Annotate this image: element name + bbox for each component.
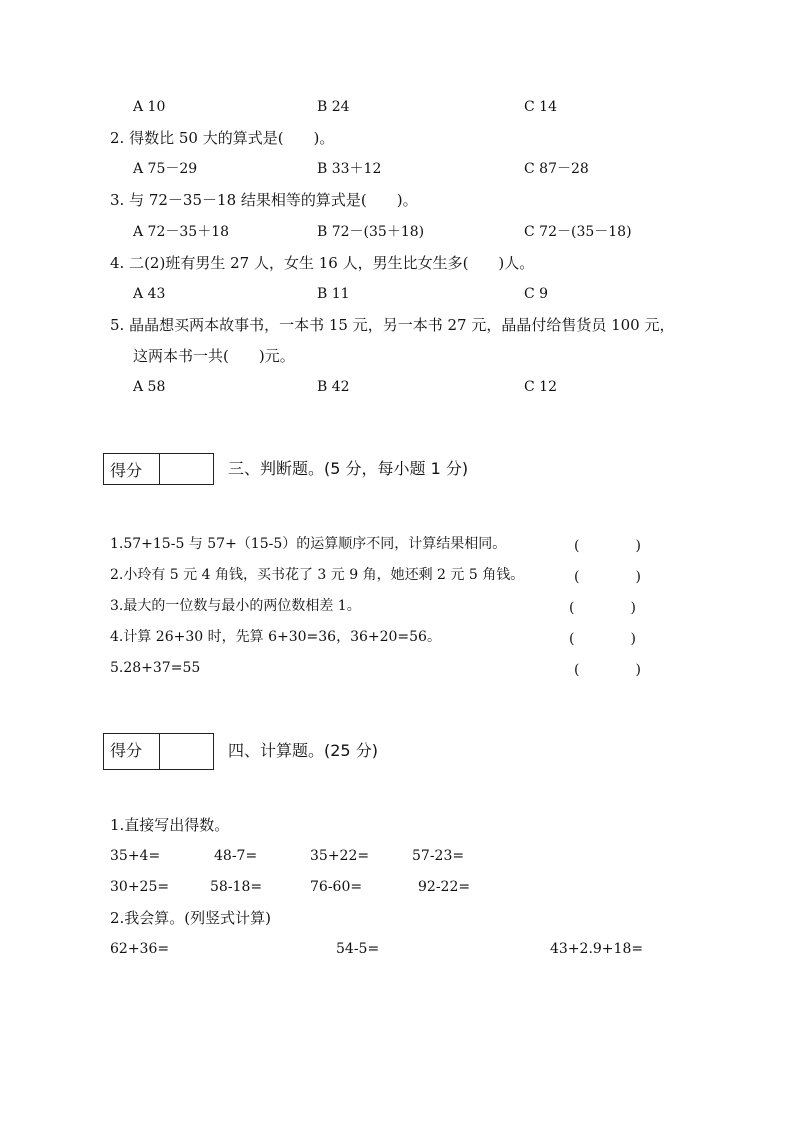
section4-title: 四、计算题。(25 分)	[228, 741, 378, 760]
calc-expr: 35+22=	[310, 848, 370, 864]
q1-option-b: B 24	[317, 99, 350, 115]
judge-answer-3[interactable]: ( )	[569, 600, 636, 616]
question-2: 2. 得数比 50 大的算式是( )。	[110, 129, 335, 147]
calc-q1-title: 1.直接写出得数。	[110, 816, 230, 834]
judge-answer-1[interactable]: ( )	[574, 538, 641, 554]
question-5-line2: 这两本书一共( )元。	[133, 347, 295, 365]
question-5: 5. 晶晶想买两本故事书，一本书 15 元，另一本书 27 元，晶晶付给售货员 100 元，	[110, 316, 675, 334]
question-4: 4. 二(2)班有男生 27 人，女生 16 人，男生比女生多( )人。	[110, 254, 535, 272]
calc-vertical-expr: 62+36=	[110, 941, 170, 957]
judge-item-4: 4.计算 26+30 时，先算 6+30=36，36+20=56。	[110, 629, 441, 645]
calc-expr: 35+4=	[110, 848, 161, 864]
q4-option-a: A 43	[133, 286, 166, 302]
q3-option-c: C 72－(35－18)	[524, 224, 632, 240]
q3-option-a: A 72－35＋18	[133, 224, 230, 240]
calc-q2-title: 2.我会算。(列竖式计算)	[110, 909, 272, 927]
q4-option-c: C 9	[524, 286, 549, 302]
calc-expr: 48-7=	[214, 848, 258, 864]
calc-expr: 76-60=	[310, 879, 363, 895]
q2-option-a: A 75－29	[133, 161, 198, 177]
judge-answer-4[interactable]: ( )	[569, 631, 636, 647]
calc-expr: 92-22=	[418, 879, 471, 895]
q5-option-c: C 12	[524, 379, 557, 395]
q2-option-b: B 33＋12	[317, 161, 382, 177]
judge-answer-2[interactable]: ( )	[574, 569, 641, 585]
calc-vertical-expr: 43+2.9+18=	[550, 941, 644, 957]
q5-option-a: A 58	[133, 379, 166, 395]
calc-vertical-expr: 54-5=	[336, 941, 380, 957]
q1-option-c: C 14	[524, 99, 557, 115]
score-box-section4	[103, 733, 214, 770]
q5-option-b: B 42	[317, 379, 350, 395]
question-3: 3. 与 72－35－18 结果相等的算式是( )。	[110, 191, 418, 209]
score-label: 得分	[110, 461, 143, 480]
calc-expr: 58-18=	[210, 879, 263, 895]
q2-option-c: C 87－28	[524, 161, 589, 177]
calc-expr: 57-23=	[412, 848, 465, 864]
judge-item-1: 1.57+15-5 与 57+（15-5）的运算顺序不同，计算结果相同。	[110, 536, 507, 552]
judge-answer-5[interactable]: ( )	[574, 662, 641, 678]
score-box-divider	[159, 454, 160, 484]
section3-title: 三、判断题。(5 分，每小题 1 分)	[228, 459, 469, 478]
score-box-section3	[103, 453, 214, 485]
score-box-divider	[159, 734, 160, 769]
score-label: 得分	[110, 741, 143, 760]
calc-expr: 30+25=	[110, 879, 170, 895]
q3-option-b: B 72－(35＋18)	[317, 224, 425, 240]
judge-item-2: 2.小玲有 5 元 4 角钱，买书花了 3 元 9 角，她还剩 2 元 5 角钱。	[110, 567, 525, 583]
q4-option-b: B 11	[317, 286, 350, 302]
judge-item-3: 3.最大的一位数与最小的两位数相差 1。	[110, 598, 361, 614]
judge-item-5: 5.28+37=55	[110, 660, 201, 676]
q1-option-a: A 10	[133, 99, 166, 115]
